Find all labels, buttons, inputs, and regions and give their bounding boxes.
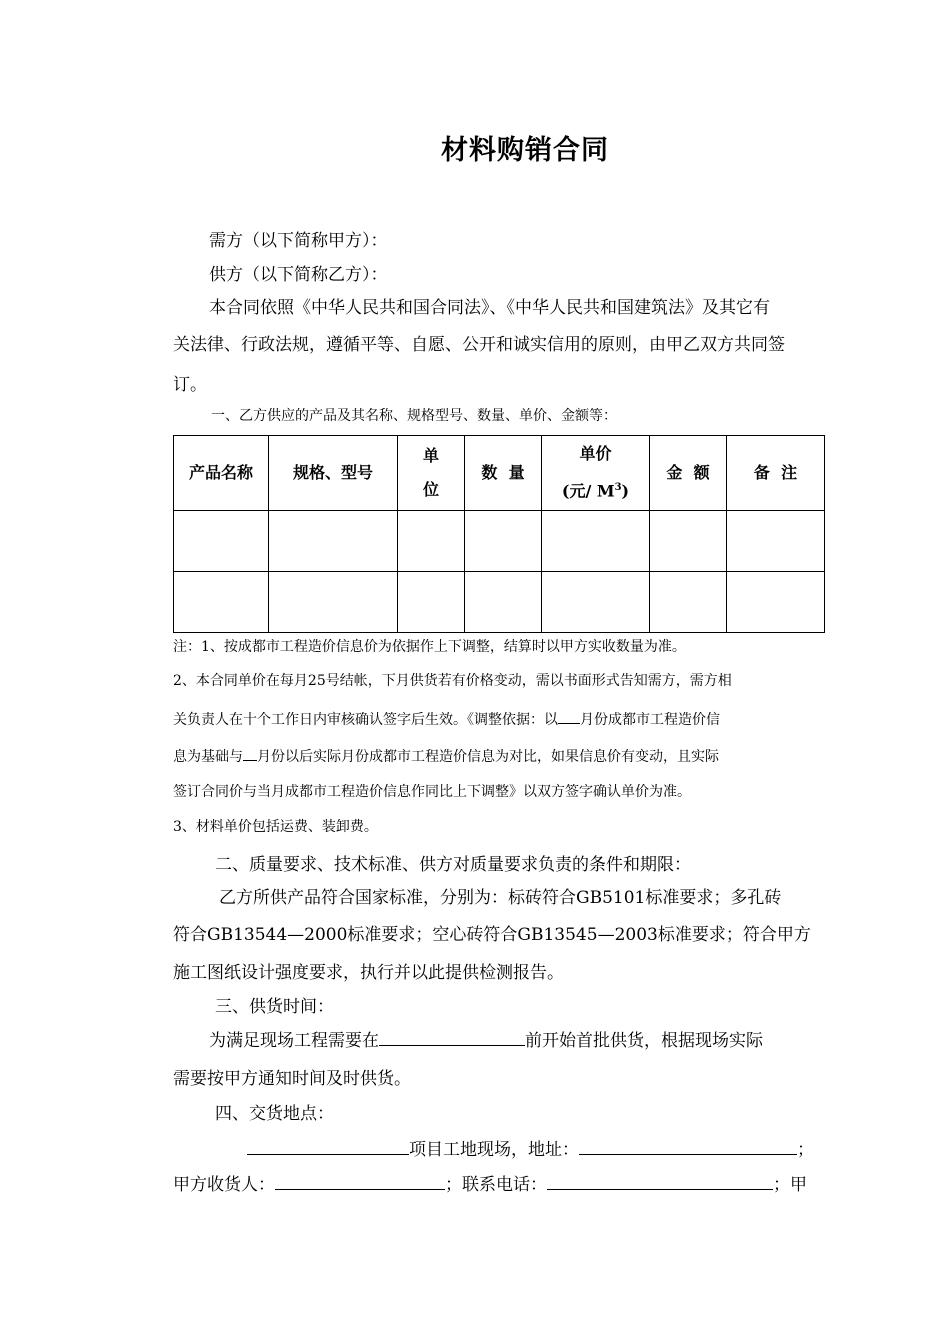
buyer-line: 需方（以下简称甲方）：	[209, 231, 388, 251]
month-blank-2[interactable]	[243, 744, 257, 761]
section3-heading: 三、供货时间：	[215, 997, 334, 1017]
note-2-line-2	[173, 707, 825, 729]
price-unit-sup: 3	[614, 482, 622, 494]
section2-line-1: 乙方所供产品符合国家标准，分别为：标砖符合GB5101标准要求；多孔砖	[219, 888, 782, 908]
note-1: 注：1、按成都市工程造价信息价为依据作上下调整，结算时以甲方实收数量为准。	[173, 639, 686, 655]
table-cell[interactable]	[398, 572, 465, 633]
table-cell[interactable]	[542, 511, 650, 572]
note-2-line-4: 签订合同价与当月成都市工程造价信息作同比上下调整》以双方签字确认单价为准。	[173, 784, 691, 800]
section1-heading: 一、乙方供应的产品及其名称、规格型号、数量、单价、金额等：	[211, 408, 617, 424]
header-unit-price	[542, 436, 650, 511]
month-blank-1[interactable]	[558, 707, 580, 724]
header-unit	[398, 436, 465, 511]
section3-line-1-part-a: 为满足现场工程需要在	[209, 1031, 379, 1051]
section3-line-2: 需要按甲方通知时间及时供货。	[173, 1069, 411, 1089]
table-cell[interactable]	[727, 572, 825, 633]
header-spec: 规格、型号	[269, 436, 398, 511]
table-row	[174, 572, 825, 633]
phone-blank[interactable]	[547, 1173, 773, 1190]
table-cell[interactable]	[174, 572, 269, 633]
note-2-line-3-part-a: 息为基础与	[173, 749, 243, 765]
header-price-line2	[542, 471, 649, 508]
table-cell[interactable]	[174, 511, 269, 572]
header-price-line1: 单价	[579, 444, 612, 464]
table-cell[interactable]	[465, 572, 542, 633]
section4-line-1	[173, 1135, 899, 1160]
price-unit-text: (元/ M	[561, 481, 615, 501]
intro-line-2: 关法律、行政法规，遵循平等、自愿、公开和诚实信用的原则，由甲乙双方共同签	[173, 335, 785, 355]
product-table	[173, 435, 825, 633]
price-unit-close: )	[621, 481, 630, 501]
header-quantity: 数 量	[465, 436, 542, 511]
table-cell[interactable]	[398, 511, 465, 572]
header-product-name: 产品名称	[174, 436, 269, 511]
section3-line-1-part-b: 前开始首批供货，根据现场实际	[525, 1031, 763, 1051]
note-2-line-3	[173, 744, 825, 766]
section4-line-2	[173, 1170, 825, 1195]
project-name-blank[interactable]	[247, 1138, 409, 1155]
table-cell[interactable]	[542, 572, 650, 633]
table-cell[interactable]	[465, 511, 542, 572]
table-cell[interactable]	[269, 511, 398, 572]
section2-line-3: 施工图纸设计强度要求，执行并以此提供检测报告。	[173, 963, 564, 983]
section2-line-2: 符合GB13544—2000标准要求；空心砖符合GB13545—2003标准要求；符合甲方	[173, 925, 811, 945]
receiver-label: 甲方收货人：	[173, 1175, 275, 1195]
intro-line-3: 订。	[173, 375, 207, 395]
address-blank[interactable]	[579, 1138, 797, 1155]
section4-line-2-tail: ；甲	[773, 1175, 807, 1195]
table-row	[174, 511, 825, 572]
table-cell[interactable]	[650, 572, 727, 633]
seller-line: 供方（以下简称乙方）：	[209, 265, 388, 285]
section4-line-1-part-b: ；	[797, 1140, 814, 1160]
section4-line-1-part-a: 项目工地现场，地址：	[409, 1140, 579, 1160]
note-2-line-2-part-a: 关负责人在十个工作日内审核确认签字后生效。《调整依据：以	[173, 712, 558, 728]
table-header-row	[174, 436, 825, 511]
page-title: 材料购销合同	[441, 135, 609, 166]
header-unit-line2: 位	[422, 480, 439, 499]
note-2-line-2-part-b: 月份成都市工程造价信	[580, 712, 720, 728]
table-cell[interactable]	[650, 511, 727, 572]
phone-label: ；联系电话：	[445, 1175, 547, 1195]
table-cell[interactable]	[727, 511, 825, 572]
receiver-blank[interactable]	[275, 1173, 445, 1190]
intro-line-1: 本合同依照《中华人民共和国合同法》、《中华人民共和国建筑法》及其它有	[209, 298, 770, 318]
header-amount: 金 额	[650, 436, 727, 511]
note-2-line-1: 2、本合同单价在每月25号结帐，下月供货若有价格变动，需以书面形式告知需方，需方相	[173, 673, 732, 689]
note-2-line-3-part-b: 月份以后实际月份成都市工程造价信息为对比，如果信息价有变动，且实际	[257, 749, 719, 765]
section3-line-1	[173, 1026, 861, 1051]
header-unit-line1: 单	[422, 446, 439, 465]
header-remarks: 备 注	[727, 436, 825, 511]
note-3: 3、材料单价包括运费、装卸费。	[173, 819, 378, 835]
section2-heading: 二、质量要求、技术标准、供方对质量要求负责的条件和期限：	[215, 855, 691, 875]
supply-date-blank[interactable]	[379, 1029, 525, 1046]
table-cell[interactable]	[269, 572, 398, 633]
section4-heading: 四、交货地点：	[215, 1104, 334, 1124]
